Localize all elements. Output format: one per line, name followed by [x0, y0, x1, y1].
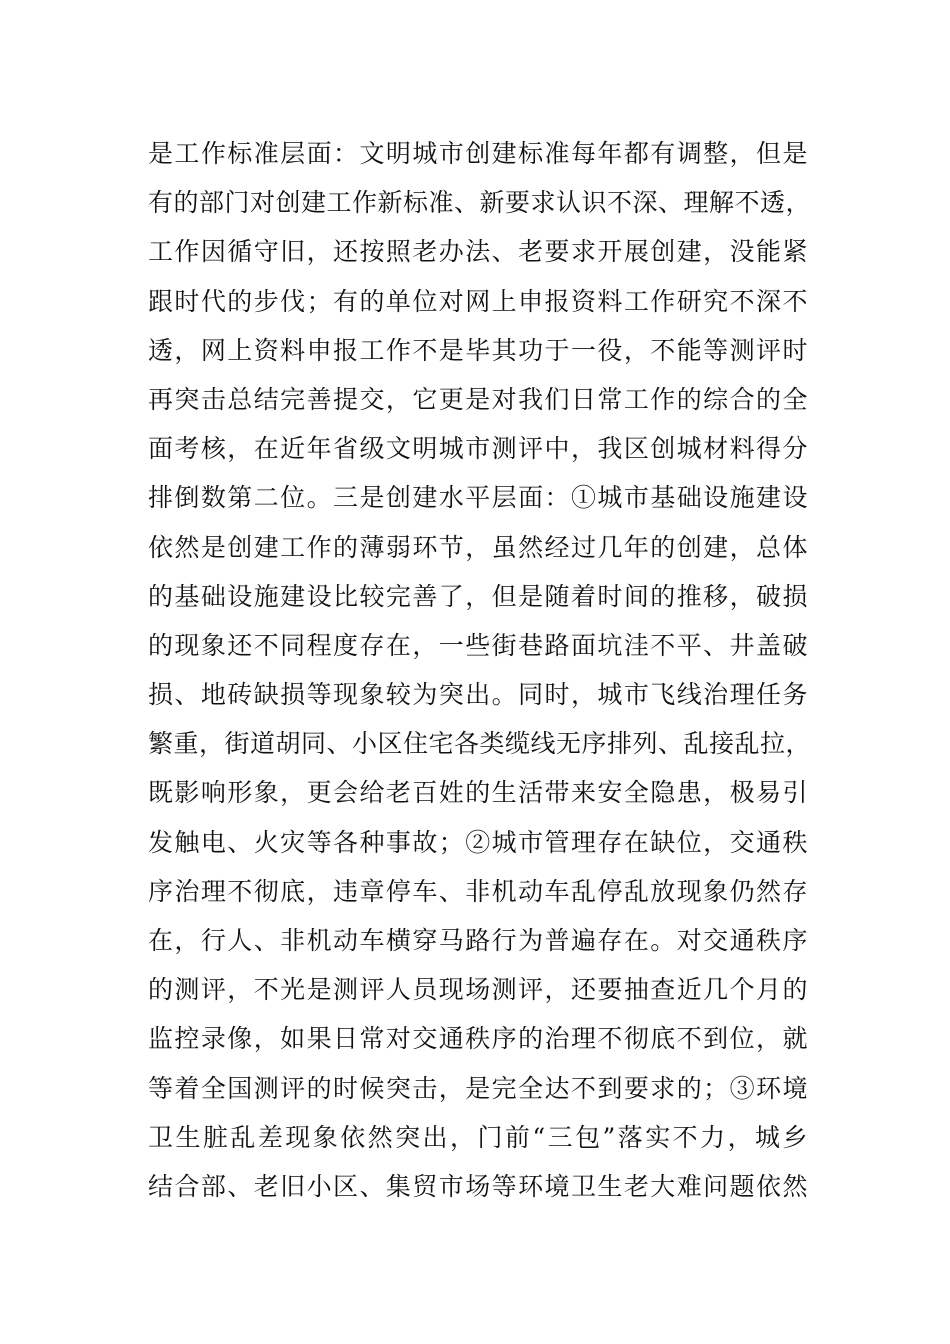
text-line: 发触电、火灾等各种事故；②城市管理存在缺位，交通秩 — [148, 827, 808, 857]
text-line: 损、地砖缺损等现象较为突出。同时，城市飞线治理任务 — [148, 680, 808, 710]
text-line: 的测评，不光是测评人员现场测评，还要抽查近几个月的 — [148, 975, 808, 1005]
text-line: 依然是创建工作的薄弱环节，虽然经过几年的创建，总体 — [148, 532, 808, 562]
text-line: 有的部门对创建工作新标准、新要求认识不深、理解不透， — [148, 188, 812, 218]
text-line: 序治理不彻底，违章停车、非机动车乱停乱放现象仍然存 — [148, 876, 808, 906]
text-line: 是工作标准层面：文明城市创建标准每年都有调整，但是 — [148, 139, 808, 168]
body-paragraph — [148, 129, 812, 1211]
text-line: 跟时代的步伐；有的单位对网上申报资料工作研究不深不 — [148, 286, 808, 316]
text-line: 繁重，街道胡同、小区住宅各类缆线无序排列、乱接乱拉， — [148, 729, 812, 759]
text-line: 的现象还不同程度存在，一些街巷路面坑洼不平、井盖破 — [148, 630, 808, 660]
text-line: 既影响形象，更会给老百姓的生活带来安全隐患，极易引 — [148, 778, 808, 808]
text-line: 面考核，在近年省级文明城市测评中，我区创城材料得分 — [148, 434, 808, 464]
text-line: 排倒数第二位。三是创建水平层面：①城市基础设施建设 — [148, 483, 808, 513]
text-line: 监控录像，如果日常对交通秩序的治理不彻底不到位，就 — [148, 1024, 808, 1054]
text-line: 结合部、老旧小区、集贸市场等环境卫生老大难问题依然 — [148, 1171, 808, 1201]
text-line: 在，行人、非机动车横穿马路行为普遍存在。对交通秩序 — [148, 926, 808, 955]
text-line: 等着全国测评的时候突击，是完全达不到要求的；③环境 — [148, 1073, 808, 1103]
text-line: 卫生脏乱差现象依然突出，门前“三包”落实不力，城乡 — [148, 1122, 808, 1152]
text-line: 工作因循守旧，还按照老办法、老要求开展创建，没能紧 — [148, 237, 808, 267]
text-line: 透，网上资料申报工作不是毕其功于一役，不能等测评时 — [148, 335, 808, 365]
text-line: 再突击总结完善提交，它更是对我们日常工作的综合的全 — [148, 384, 808, 414]
text-line: 的基础设施建设比较完善了，但是随着时间的推移，破损 — [148, 581, 808, 611]
